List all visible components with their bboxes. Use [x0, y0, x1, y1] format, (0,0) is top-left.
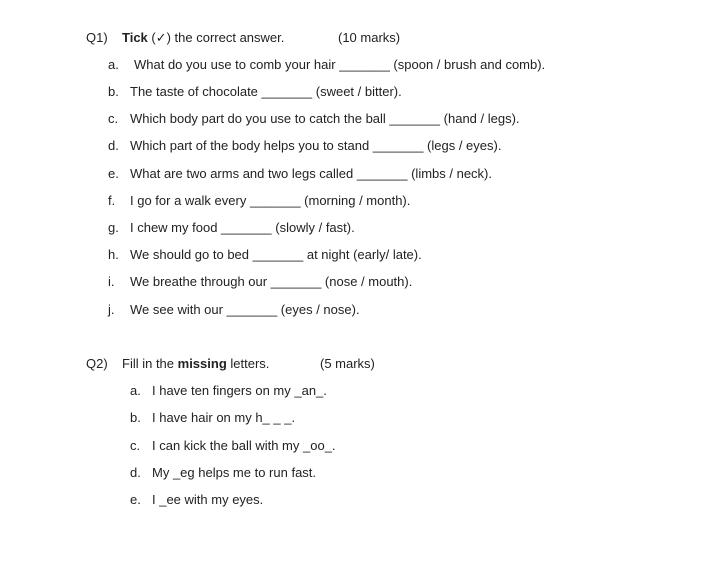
item-text: Which body part do you use to catch the ball _______ (hand / legs).	[130, 111, 520, 126]
q1-title-bold: Tick	[122, 30, 148, 45]
q1-marks: (10 marks)	[338, 30, 401, 45]
item-letter: i.	[108, 274, 115, 289]
item-letter: b.	[108, 84, 119, 99]
item-text: I _ee with my eyes.	[152, 492, 264, 507]
q2-title-bold: missing	[177, 356, 227, 371]
q2-heading	[86, 356, 375, 371]
item-letter: b.	[130, 410, 141, 425]
item-letter: d.	[130, 465, 141, 480]
item-letter: e.	[130, 492, 141, 507]
item-letter: d.	[108, 138, 119, 153]
q1-number: Q1)	[86, 30, 108, 45]
item-text: I chew my food _______ (slowly / fast).	[130, 220, 355, 235]
item-text: I have ten fingers on my _an_.	[152, 383, 327, 398]
item-text: We should go to bed _______ at night (early/ late).	[130, 247, 422, 262]
item-letter: a.	[108, 57, 119, 72]
q1-title-rest: (✓) the correct answer.	[147, 30, 285, 45]
item-text: I can kick the ball with my _oo_.	[152, 438, 336, 453]
item-text: I go for a walk every _______ (morning / month).	[130, 193, 411, 208]
item-letter: c.	[108, 111, 119, 126]
item-text: I have hair on my h_ _ _.	[152, 410, 296, 425]
item-text: What are two arms and two legs called _______ (limbs / neck).	[130, 166, 493, 181]
item-text: Which part of the body helps you to stand _______ (legs / eyes).	[130, 138, 502, 153]
item-text: The taste of chocolate _______ (sweet / bitter).	[130, 84, 402, 99]
item-text: My _eg helps me to run fast.	[152, 465, 317, 480]
item-text: What do you use to comb your hair _______ (spoon / brush and comb).	[134, 57, 546, 72]
q2-title-post: letters.	[226, 356, 270, 371]
item-letter: a.	[130, 383, 141, 398]
q2-marks: (5 marks)	[320, 356, 375, 371]
item-letter: g.	[108, 220, 119, 235]
item-text: We breathe through our _______ (nose / mouth).	[130, 274, 413, 289]
q2-number: Q2)	[86, 356, 108, 371]
item-letter: f.	[108, 193, 116, 208]
item-letter: c.	[130, 438, 141, 453]
item-letter: h.	[108, 247, 119, 262]
item-letter: e.	[108, 166, 119, 181]
q1-heading	[86, 30, 401, 46]
q2-title-pre: Fill in the	[122, 356, 178, 371]
item-text: We see with our _______ (eyes / nose).	[130, 302, 360, 317]
item-letter: j.	[108, 302, 115, 317]
